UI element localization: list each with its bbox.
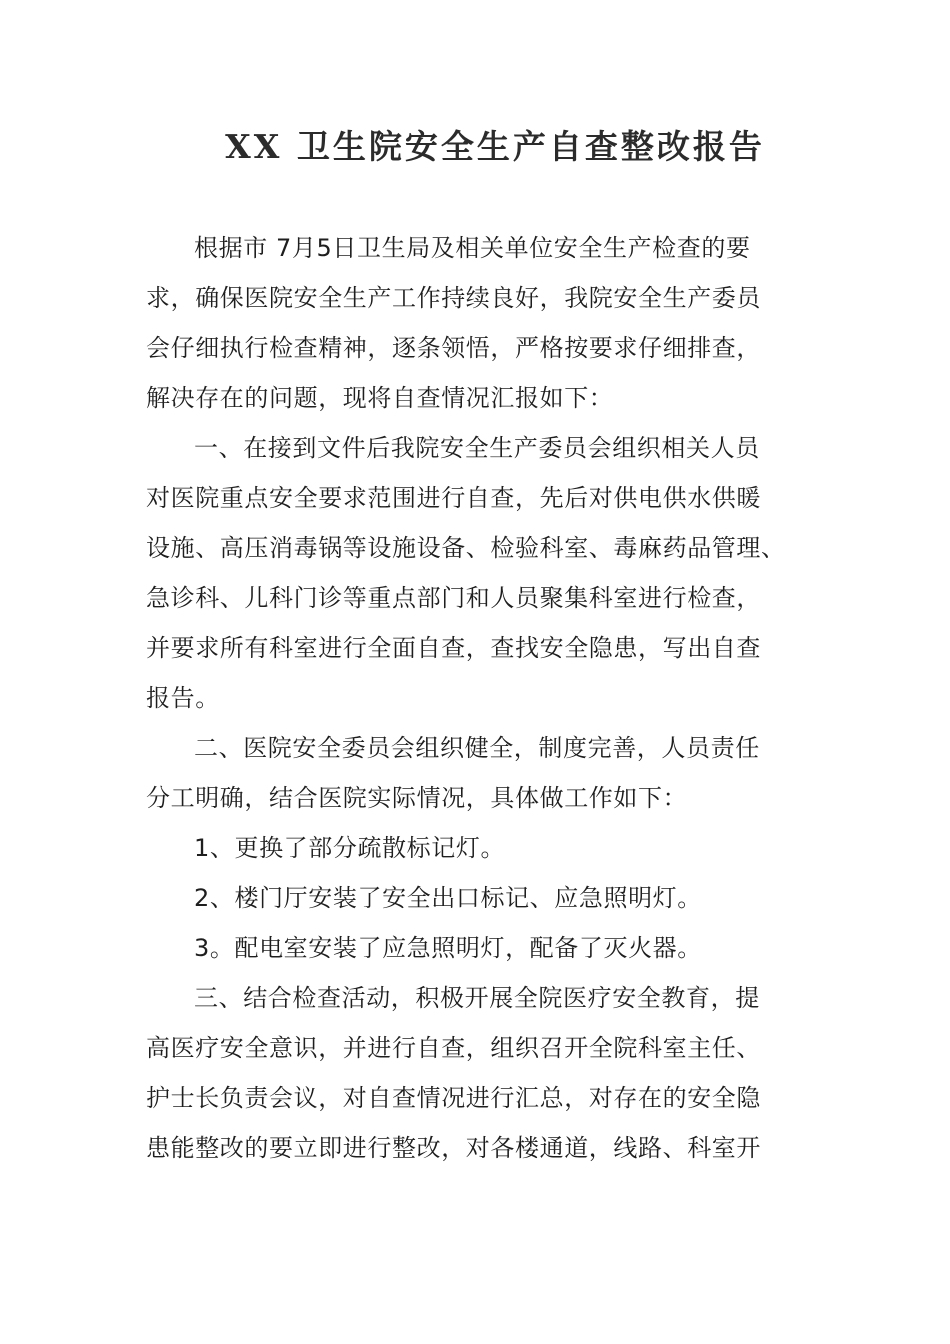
paragraph-line: 急诊科、儿科门诊等重点部门和人员聚集科室进行检查， [146,584,761,612]
paragraph-line: 分工明确，结合医院实际情况，具体做工作如下： [146,784,688,812]
paragraph-line: 患能整改的要立即进行整改，对各楼通道，线路、科室开 [146,1134,761,1162]
list-item: 2、楼门厅安装了安全出口标记、应急照明灯。 [194,884,702,912]
paragraph-line: 根据市 7月5日卫生局及相关单位安全生产检查的要 [194,234,751,262]
document-body [146,223,806,1173]
list-item: 3。配电室安装了应急照明灯，配备了灭火器。 [194,934,702,962]
paragraph-line: 报告。 [146,684,220,712]
paragraph-line: 一、在接到文件后我院安全生产委员会组织相关人员 [194,434,760,462]
paragraph-line: 三、结合检查活动，积极开展全院医疗安全教育，提 [194,984,760,1012]
paragraph-line: 解决存在的问题，现将自查情况汇报如下： [146,384,614,412]
paragraph-line: 并要求所有科室进行全面自查，查找安全隐患，写出自查 [146,634,761,662]
paragraph-line: 求，确保医院安全生产工作持续良好，我院安全生产委员 [146,284,761,312]
paragraph-line: 二、医院安全委员会组织健全，制度完善，人员责任 [194,734,760,762]
paragraph-line: 高医疗安全意识，并进行自查，组织召开全院科室主任、 [146,1034,761,1062]
document-title: XX 卫生院安全生产自查整改报告 [225,127,765,166]
paragraph-line: 对医院重点安全要求范围进行自查，先后对供电供水供暖 [146,484,761,512]
list-item: 1、更换了部分疏散标记灯。 [194,834,506,862]
paragraph-line: 护士长负责会议，对自查情况进行汇总，对存在的安全隐 [146,1084,761,1112]
paragraph-line: 设施、高压消毒锅等设施设备、检验科室、毒麻药品管理、 [146,534,786,562]
paragraph-line: 会仔细执行检查精神，逐条领悟，严格按要求仔细排查， [146,334,761,362]
